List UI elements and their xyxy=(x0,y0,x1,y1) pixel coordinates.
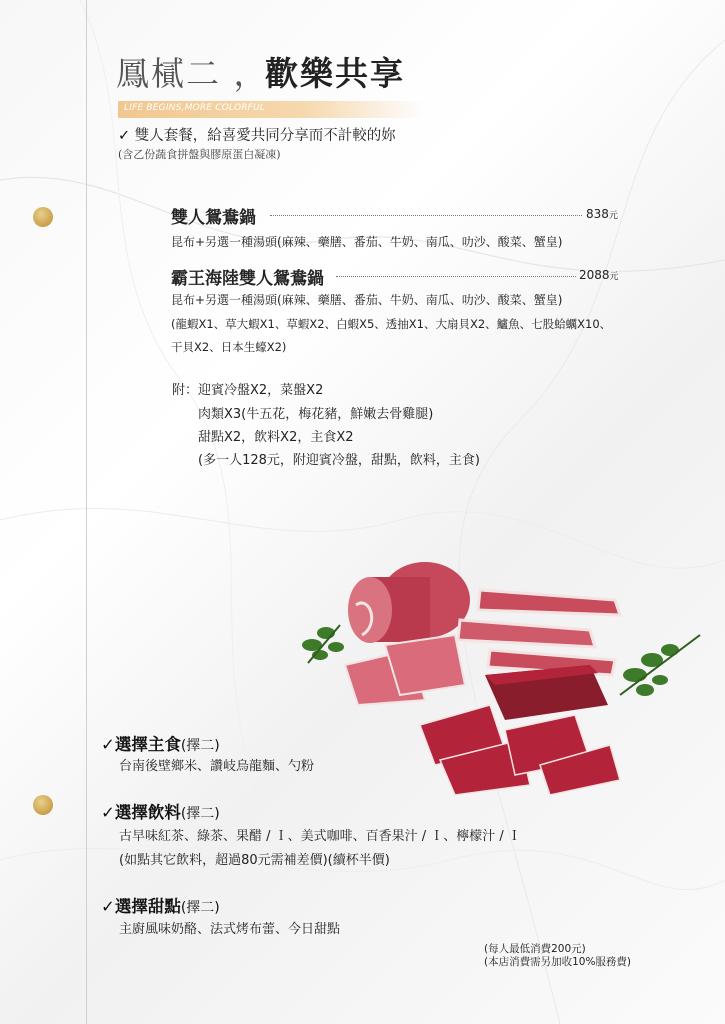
check-icon: ✓ xyxy=(101,735,115,754)
included-note: 附：迎賓冷盤X2，菜盤X2 xyxy=(172,383,324,398)
check-icon: ✓ xyxy=(101,803,115,822)
binder-line xyxy=(86,0,87,1024)
slogan-text: LIFE BEGINS,MORE COLORFUL xyxy=(124,103,266,113)
included-note: 肉類X3(牛五花，梅花豬，鮮嫩去骨雞腿) xyxy=(198,407,434,422)
item-description: 昆布+另選一種湯頭(麻辣、藥膳、番茄、牛奶、南瓜、叻沙、酸菜、蟹皇) xyxy=(171,293,563,307)
section-heading-staple: ✓選擇主食(擇二) xyxy=(101,735,220,754)
intro-line xyxy=(118,124,396,145)
section-options: 主廚風味奶酪、法式烤布蕾、今日甜點 xyxy=(119,922,341,937)
item-detail: (龍蝦X1、草大蝦X1、草蝦X2、白蝦X5、透抽X1、大扇貝X2、鱸魚、七股蛤蠣X10、 xyxy=(171,317,612,331)
intro-subtext: (含乙份蔬食拼盤與膠原蛋白凝凍) xyxy=(118,148,281,161)
extra-person-note: (多一人128元，附迎賓冷盤，甜點，飲料，主食) xyxy=(198,453,480,468)
item-name: 霸王海陸雙人鴛鴦鍋 xyxy=(171,269,324,289)
section-note: (如點其它飲料，超過80元需補差價)(續杯半價) xyxy=(119,853,390,868)
herb-garnish xyxy=(302,625,344,663)
pork-slices xyxy=(345,635,465,705)
check-icon: ✓ xyxy=(118,128,131,144)
section-options: 古早味紅茶、綠茶、果醋 / Ｉ、美式咖啡、百香果汁 / Ｉ、檸檬汁 / Ｉ xyxy=(119,829,521,844)
item-price: 2088元 xyxy=(579,268,619,282)
included-note: 甜點X2，飲料X2，主食X2 xyxy=(198,430,354,445)
binder-hole xyxy=(33,795,53,815)
herb-garnish xyxy=(620,635,700,696)
page-title-prefix: 鳳樲二 ， xyxy=(116,54,269,93)
item-name: 雙人鴛鴦鍋 xyxy=(171,208,256,228)
section-heading-drinks: ✓選擇飲料(擇二) xyxy=(101,803,220,822)
dot-leader xyxy=(336,276,576,277)
service-charge-note: (本店消費需另加收10%服務費) xyxy=(484,956,632,968)
item-detail: 干貝X2、日本生蠔X2) xyxy=(171,340,287,354)
marbled-beef-slices xyxy=(420,705,620,795)
item-description: 昆布+另選一種湯頭(麻辣、藥膳、番茄、牛奶、南瓜、叻沙、酸菜、蟹皇) xyxy=(171,235,563,249)
page-title: 歡樂共享 xyxy=(265,54,405,93)
minimum-charge-note: (每人最低消費200元) xyxy=(484,943,586,955)
dot-leader xyxy=(270,215,582,216)
item-price: 838元 xyxy=(586,207,618,221)
intro-text: 雙人套餐，給喜愛共同分享而不計較的妳 xyxy=(134,128,396,144)
steak-block xyxy=(485,665,608,720)
section-options: 台南後壁鄉米、讚岐烏龍麵、勺粉 xyxy=(119,759,315,774)
binder-hole xyxy=(33,207,53,227)
bacon-strips xyxy=(458,590,620,675)
check-icon: ✓ xyxy=(101,897,115,916)
meat-platter-image xyxy=(290,555,710,805)
pork-roll xyxy=(348,562,470,643)
slogan-banner xyxy=(118,101,424,118)
section-heading-dessert: ✓選擇甜點(擇二) xyxy=(101,897,220,916)
